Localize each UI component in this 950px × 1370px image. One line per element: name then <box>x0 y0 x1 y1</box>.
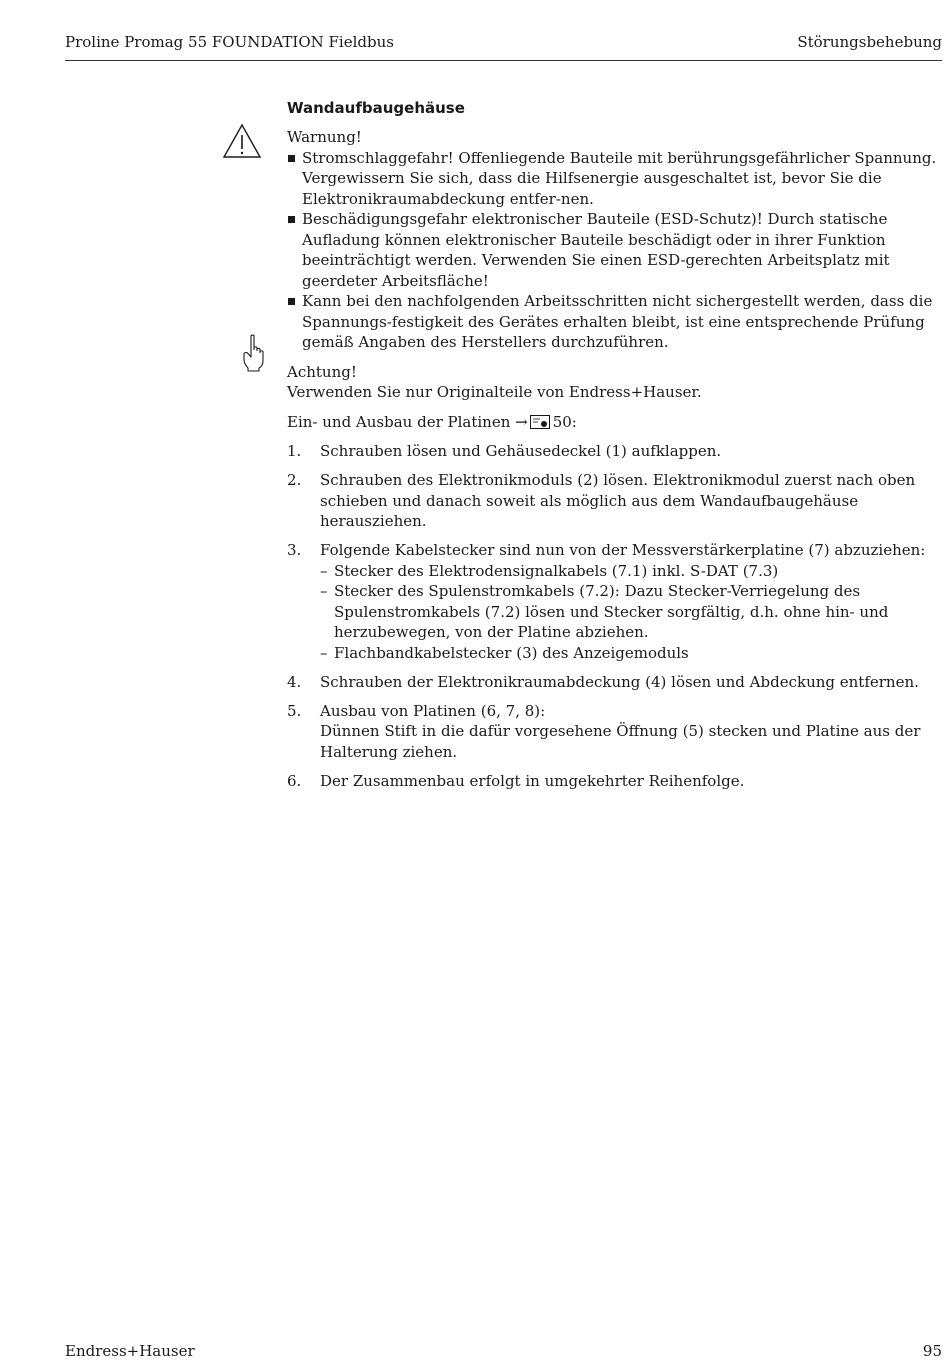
caution-note <box>287 362 943 403</box>
sub-step-item: – Flachbandkabelstecker (3) des Anzeigemoduls <box>320 643 689 662</box>
sub-step-item: – Stecker des Spulenstromkabels (7.2): Dazu Stecker-Verriegelung des Spulenstromkabels (7.2) lösen und Stecker sorgfältig, d.h. ohne hin- und herzubewegen, von der Platine abziehen. <box>320 582 889 641</box>
warning-bullet-list <box>287 148 943 353</box>
steps-list <box>287 441 943 791</box>
step-item: 4. Schrauben der Elektronikraumabdeckung (4) lösen und Abdeckung entfernen. <box>287 672 919 691</box>
main-content <box>287 98 943 800</box>
step-item: 1. Schrauben lösen und Gehäusedeckel (1) aufklappen. <box>287 442 722 460</box>
bullet-square <box>288 216 295 223</box>
step-item: 2. Schrauben des Elektronikmoduls (2) lösen. Elektronikmodul zuerst nach oben schieben und danach soweit als möglich aus dem Wandaufbaugehäuse herausziehen. <box>287 471 916 530</box>
sub-step-item: – Stecker des Elektrodensignalkabels (7.1) inkl. S-DAT (7.3) <box>320 561 779 580</box>
bullet-square <box>288 155 295 162</box>
step-item: 6. Der Zusammenbau erfolgt in umgekehrter Reihenfolge. <box>287 771 745 790</box>
footer-page-number: 95 <box>922 1342 942 1360</box>
intro-page-ref: 50: <box>552 412 577 431</box>
bullet-square <box>288 298 295 305</box>
warning-triangle-icon <box>222 123 262 159</box>
caution-label: Achtung! <box>287 362 357 381</box>
sub-step-list <box>320 561 943 664</box>
step-item: 3. Folgende Kabelstecker sind nun von der Messverstärkerplatine (7) abzuziehen: – Stecker des Elektrodensignalkabels (7.1) inkl. S-DAT (7.3) – Stecker des Spulenstromkabels (7.2): Dazu Stecker-Verriegelung des Spulenstromkabels (7.2) lösen und Stecker sorgfältig, d.h. ohne hin- und herzubewegen, von der Platine abziehen. – Flachbandkabelstecker (3) des Anzeigemoduls <box>287 540 943 663</box>
pointing-hand-icon <box>242 334 264 372</box>
figure-reference-icon <box>530 415 550 429</box>
warning-note <box>287 127 943 353</box>
warning-bullet: Beschädigungsgefahr elektronischer Bauteile (ESD-Schutz)! Durch statische Aufladung können elektronischer Bauteile beschädigt oder in ihrer Funktion beeinträchtigt werden. Verwenden Sie einen ESD-gerechten Arbeitsplatz mit geerdeter Arbeitsfläche! <box>287 209 943 291</box>
caution-text: Verwenden Sie nur Originalteile von Endress+Hauser. <box>287 383 702 401</box>
warning-bullet: Kann bei den nachfolgenden Arbeitsschritten nicht sichergestellt werden, dass die Spannungs-festigkeit des Gerätes erhalten bleibt, ist eine entsprechende Prüfung gemäß Angaben des Herstellers durchzuführen. <box>287 291 943 353</box>
page-header <box>65 32 942 61</box>
warning-label: Warnung! <box>287 128 362 146</box>
step-item: 5. Ausbau von Platinen (6, 7, 8): Dünnen Stift in die dafür vorgesehene Öffnung (5) stecken und Platine aus der Halterung ziehen. <box>287 701 921 761</box>
header-product-title: Proline Promag 55 FOUNDATION Fieldbus <box>65 33 394 51</box>
intro-paragraph <box>287 412 943 433</box>
intro-text: Ein- und Ausbau der Platinen → <box>287 412 528 431</box>
section-title: Wandaufbaugehäuse <box>287 99 465 117</box>
warning-bullet: Stromschlaggefahr! Offenliegende Bauteile mit berührungsgefährlicher Spannung. Vergewissern Sie sich, dass die Hilfsenergie ausgeschaltet ist, bevor Sie die Elektronikraumabdeckung entfer-nen. <box>287 148 943 210</box>
header-chapter-title: Störungsbehebung <box>797 33 942 51</box>
footer-company: Endress+Hauser <box>65 1342 195 1360</box>
